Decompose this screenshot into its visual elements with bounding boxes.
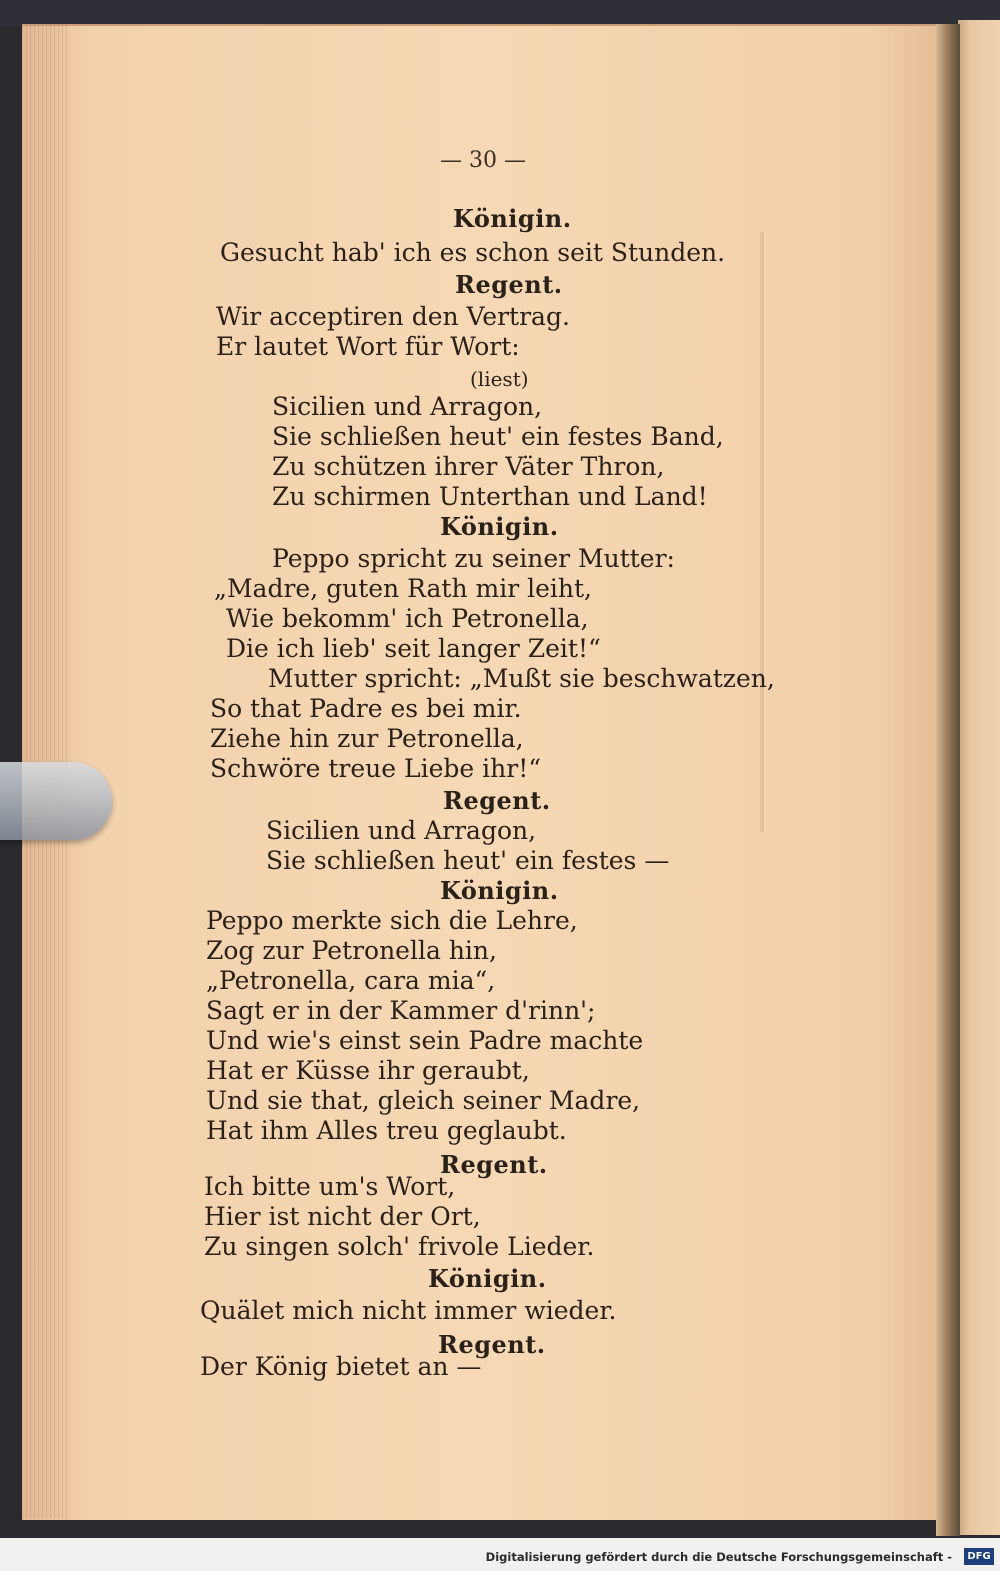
verse-line: Ich bitte um's Wort,: [204, 1172, 456, 1201]
speaker-line: Königin.: [428, 1264, 547, 1293]
stage-direction: (liest): [470, 367, 529, 391]
facing-page-edge: [958, 20, 1000, 1535]
verse-line: „Madre, guten Rath mir leiht,: [214, 574, 592, 603]
verse-line: So that Padre es bei mir.: [210, 694, 522, 723]
speaker-line: Königin.: [453, 204, 572, 233]
verse-line: Wir acceptiren den Vertrag.: [216, 302, 570, 331]
verse-line: Die ich lieb' seit langer Zeit!“: [226, 634, 601, 663]
verse-line: Wie bekomm' ich Petronella,: [226, 604, 589, 633]
speaker-line: Regent.: [443, 786, 551, 815]
verse-line: Sie schließen heut' ein festes —: [266, 846, 670, 875]
verse-line: Er lautet Wort für Wort:: [216, 332, 520, 361]
verse-line: Zu schirmen Unterthan und Land!: [272, 482, 708, 511]
verse-line: Sie schließen heut' ein festes Band,: [272, 422, 724, 451]
verse-line: Mutter spricht: „Mußt sie beschwatzen,: [268, 664, 775, 693]
verse-line: Zu schützen ihrer Väter Thron,: [272, 452, 665, 481]
verse-line: Peppo spricht zu seiner Mutter:: [272, 544, 675, 573]
verse-line: Schwöre treue Liebe ihr!“: [210, 754, 542, 783]
verse-line: Hier ist nicht der Ort,: [204, 1202, 481, 1231]
verse-line: Sagt er in der Kammer d'rinn';: [206, 996, 596, 1025]
page-clip-tab: [0, 762, 112, 840]
verse-line: Zu singen solch' frivole Lieder.: [204, 1232, 595, 1261]
verse-line: Sicilien und Arragon,: [266, 816, 537, 845]
show-through-column: [760, 232, 764, 832]
verse-line: Ziehe hin zur Petronella,: [210, 724, 524, 753]
book-gutter: [936, 24, 960, 1536]
dfg-logo: DFG: [964, 1548, 994, 1565]
verse-line: Und sie that, gleich seiner Madre,: [206, 1086, 641, 1115]
verse-line: „Petronella, cara mia“,: [206, 966, 496, 995]
verse-line: Der König bietet an —: [200, 1352, 482, 1381]
verse-line: Und wie's einst sein Padre machte: [206, 1026, 644, 1055]
verse-line: Gesucht hab' ich es schon seit Stunden.: [220, 238, 726, 267]
speaker-line: Regent.: [455, 270, 563, 299]
verse-line: Quälet mich nicht immer wieder.: [200, 1296, 617, 1325]
speaker-line: Königin.: [440, 876, 559, 905]
verse-line: Zog zur Petronella hin,: [206, 936, 497, 965]
verse-line: Peppo merkte sich die Lehre,: [206, 906, 578, 935]
verse-line: Sicilien und Arragon,: [272, 392, 543, 421]
speaker-line: Regent.: [438, 1330, 546, 1359]
funding-notice: Digitalisierung gefördert durch die Deutsche Forschungsgemeinschaft -: [485, 1550, 952, 1564]
page-number: — 30 —: [440, 148, 526, 173]
speaker-line: Regent.: [440, 1150, 548, 1179]
scanner-frame-top: [0, 0, 1000, 26]
verse-line: Hat ihm Alles treu geglaubt.: [206, 1116, 567, 1145]
speaker-line: Königin.: [440, 512, 559, 541]
verse-line: Hat er Küsse ihr geraubt,: [206, 1056, 530, 1085]
